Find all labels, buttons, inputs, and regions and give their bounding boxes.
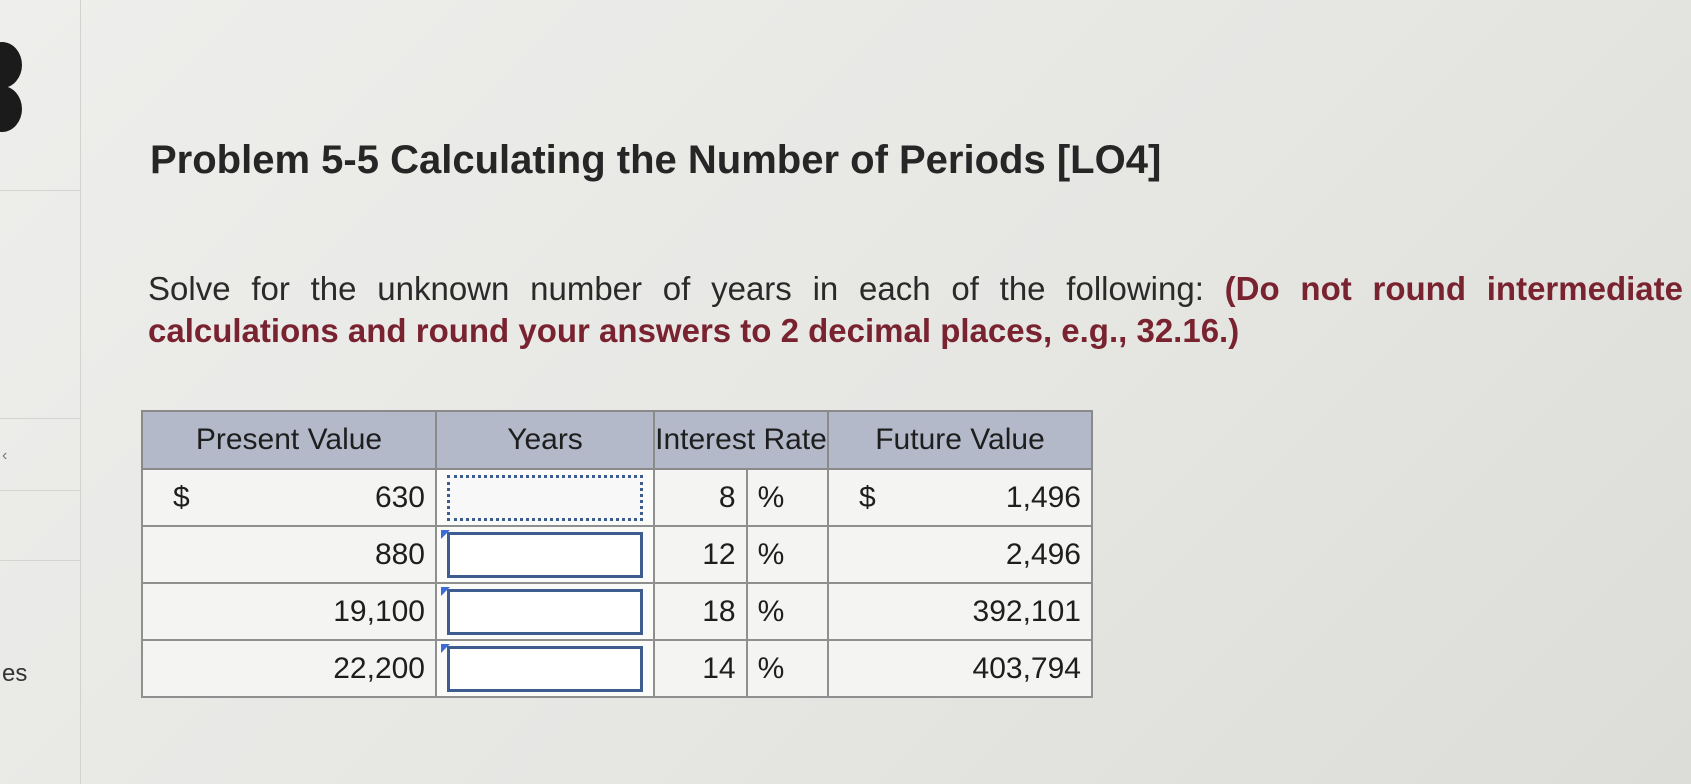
periods-table xyxy=(141,410,1093,698)
rounding-note: (Do not round intermediate calculations and round your answers to 2 decimal places, e.g., 32.16.) xyxy=(148,270,1683,349)
years-input[interactable] xyxy=(447,532,643,578)
future-value-cell xyxy=(828,526,1092,583)
problem-instructions xyxy=(148,268,1683,352)
side-divider xyxy=(0,490,80,491)
side-nav-partial-label[interactable]: es xyxy=(2,660,28,687)
present-value-cell xyxy=(142,469,436,526)
header-present-value: Present Value xyxy=(142,411,436,469)
present-value: 880 xyxy=(374,537,425,571)
future-value-cell xyxy=(828,583,1092,640)
header-future-value: Future Value xyxy=(828,411,1092,469)
currency-symbol: $ xyxy=(859,480,876,514)
chevron-left-icon[interactable]: ‹ xyxy=(2,447,8,464)
header-years: Years xyxy=(436,411,654,469)
interest-rate-cell: 12 xyxy=(654,526,747,583)
table-row xyxy=(142,469,1092,526)
present-value: 19,100 xyxy=(333,594,425,628)
present-value: 22,200 xyxy=(333,651,425,685)
future-value: 403,794 xyxy=(972,651,1081,685)
years-cell xyxy=(436,469,654,526)
left-panel-edge xyxy=(0,0,81,784)
years-input[interactable] xyxy=(447,475,643,521)
instruction-text: Solve for the unknown number of years in each of the following: xyxy=(148,270,1204,307)
years-input[interactable] xyxy=(447,589,643,635)
years-cell xyxy=(436,583,654,640)
table-row xyxy=(142,640,1092,697)
future-value: 392,101 xyxy=(972,594,1081,628)
percent-symbol: % xyxy=(747,583,828,640)
interest-rate-cell: 14 xyxy=(654,640,747,697)
future-value-cell xyxy=(828,640,1092,697)
percent-symbol: % xyxy=(747,469,828,526)
table-row xyxy=(142,583,1092,640)
interest-rate-cell: 8 xyxy=(654,469,747,526)
years-cell xyxy=(436,526,654,583)
years-input[interactable] xyxy=(447,646,643,692)
present-value-cell xyxy=(142,526,436,583)
input-flag-icon xyxy=(441,530,450,539)
input-flag-icon xyxy=(441,644,450,653)
years-cell xyxy=(436,640,654,697)
present-value-cell xyxy=(142,640,436,697)
partial-logo-upper xyxy=(0,42,22,88)
side-divider xyxy=(0,418,80,419)
present-value: 630 xyxy=(374,480,425,514)
future-value: 2,496 xyxy=(1005,537,1081,571)
partial-logo-lower xyxy=(0,86,22,132)
input-flag-icon xyxy=(441,587,450,596)
currency-symbol: $ xyxy=(173,480,190,514)
interest-rate-cell: 18 xyxy=(654,583,747,640)
side-divider xyxy=(0,560,80,561)
table-header-row xyxy=(142,411,1092,469)
problem-title: Problem 5-5 Calculating the Number of Periods [LO4] xyxy=(150,138,1162,182)
future-value: 1,496 xyxy=(1005,480,1081,514)
present-value-cell xyxy=(142,583,436,640)
table-row xyxy=(142,526,1092,583)
header-interest-rate: Interest Rate xyxy=(654,411,828,469)
side-divider xyxy=(0,190,80,191)
percent-symbol: % xyxy=(747,526,828,583)
future-value-cell xyxy=(828,469,1092,526)
percent-symbol: % xyxy=(747,640,828,697)
